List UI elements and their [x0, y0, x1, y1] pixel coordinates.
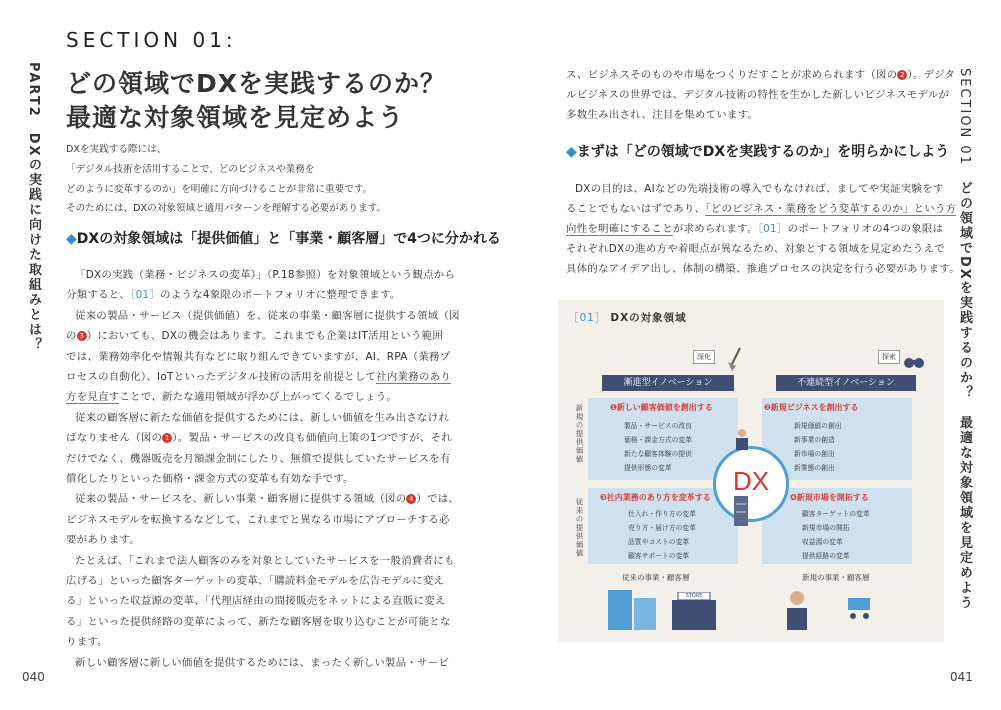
number-badge: 4	[406, 494, 416, 504]
incremental-innovation-banner: 漸進型イノベーション	[602, 375, 734, 391]
intro-line: どのように変革するのか」を明確に方向づけることが非常に重要です。	[66, 184, 373, 195]
section-header: SECTION 01:	[66, 28, 237, 52]
cart-icon	[844, 594, 874, 620]
right-heading: ◆まずは「どの領域でDXを実践するのか」を明らかにしよう	[566, 144, 950, 160]
binoculars-icon	[903, 354, 925, 368]
figure-label: ［01］ DXの対象領域	[568, 312, 687, 324]
quadrant-1: ❶新しい顧客価値を創出する 製品・サービスの改良 価格・課金方式の変革 新たな顧客体験の提供 提供形態の変革	[588, 398, 738, 480]
number-badge: 2	[897, 70, 907, 80]
left-vertical-title: PART2 DXの実践に向けた取組みとは？	[26, 62, 41, 353]
quadrant-3: ❸社内業務のあり方を変革する 仕入れ・作り方の変革 売り方・届け方の変革 品質やコストの変革 顧客サポートの変革	[588, 488, 738, 564]
right-vertical-title: SECTION 01 どの領域でDXを実践するのか？ 最適な対象領域を見定めよう	[957, 68, 972, 611]
page-title-line1: どの領域でDXを実践するのか？	[66, 69, 447, 98]
quadrant-4: ❹新規市場を開拓する 顧客ターゲットの変革 新規市場の開拓 収益源の変革 提供経路の変革	[762, 488, 912, 564]
diamond-icon: ◆	[66, 231, 77, 247]
side-label-new-value: 新規の提供価値	[575, 404, 584, 464]
dx-center-label: DX	[732, 466, 770, 496]
diamond-icon: ◆	[566, 144, 577, 160]
server-icon	[734, 496, 748, 526]
building-icon	[604, 586, 660, 630]
store-sign-label: STORE	[685, 593, 703, 599]
page-number-left: 040	[22, 670, 45, 684]
shovel-icon	[726, 346, 744, 372]
intro-line: そのためには、DXの対象領域と適用パターンを理解する必要があります。	[66, 203, 386, 214]
customer-icon	[784, 590, 810, 630]
discontinuous-innovation-banner: 不連続型イノベーション	[776, 375, 916, 391]
person-icon	[734, 428, 750, 450]
number-badge: 3	[77, 331, 87, 341]
figure-ref: ［01］	[757, 223, 788, 235]
side-label-existing-value: 従来の提供価値	[575, 498, 584, 558]
quadrant-2: ❷新規ビジネスを創出する 新規価値の創出 新事業の創造 新市場の創出 新業態の創出	[762, 398, 912, 480]
dx-portfolio-figure	[558, 300, 944, 642]
bottom-label-existing: 従来の事業・顧客層	[622, 573, 690, 582]
page-number-right: 041	[950, 670, 973, 684]
left-heading: ◆DXの対象領域は「提供価値」と「事業・顧客層」で4つに分かれる	[66, 231, 501, 247]
page-title-line2: 最適な対象領域を見定めよう	[66, 103, 405, 132]
intro-line: DXを実践する際には、	[66, 144, 167, 155]
exploring-tag: 探索	[878, 350, 900, 364]
intro-line: 「デジタル技術を活用することで、どのビジネスや業務を	[66, 164, 315, 175]
number-badge: 1	[162, 433, 172, 443]
deepening-tag: 深化	[693, 350, 715, 364]
bottom-label-new: 新規の事業・顧客層	[802, 573, 870, 582]
figure-ref: ［01］	[130, 289, 161, 301]
